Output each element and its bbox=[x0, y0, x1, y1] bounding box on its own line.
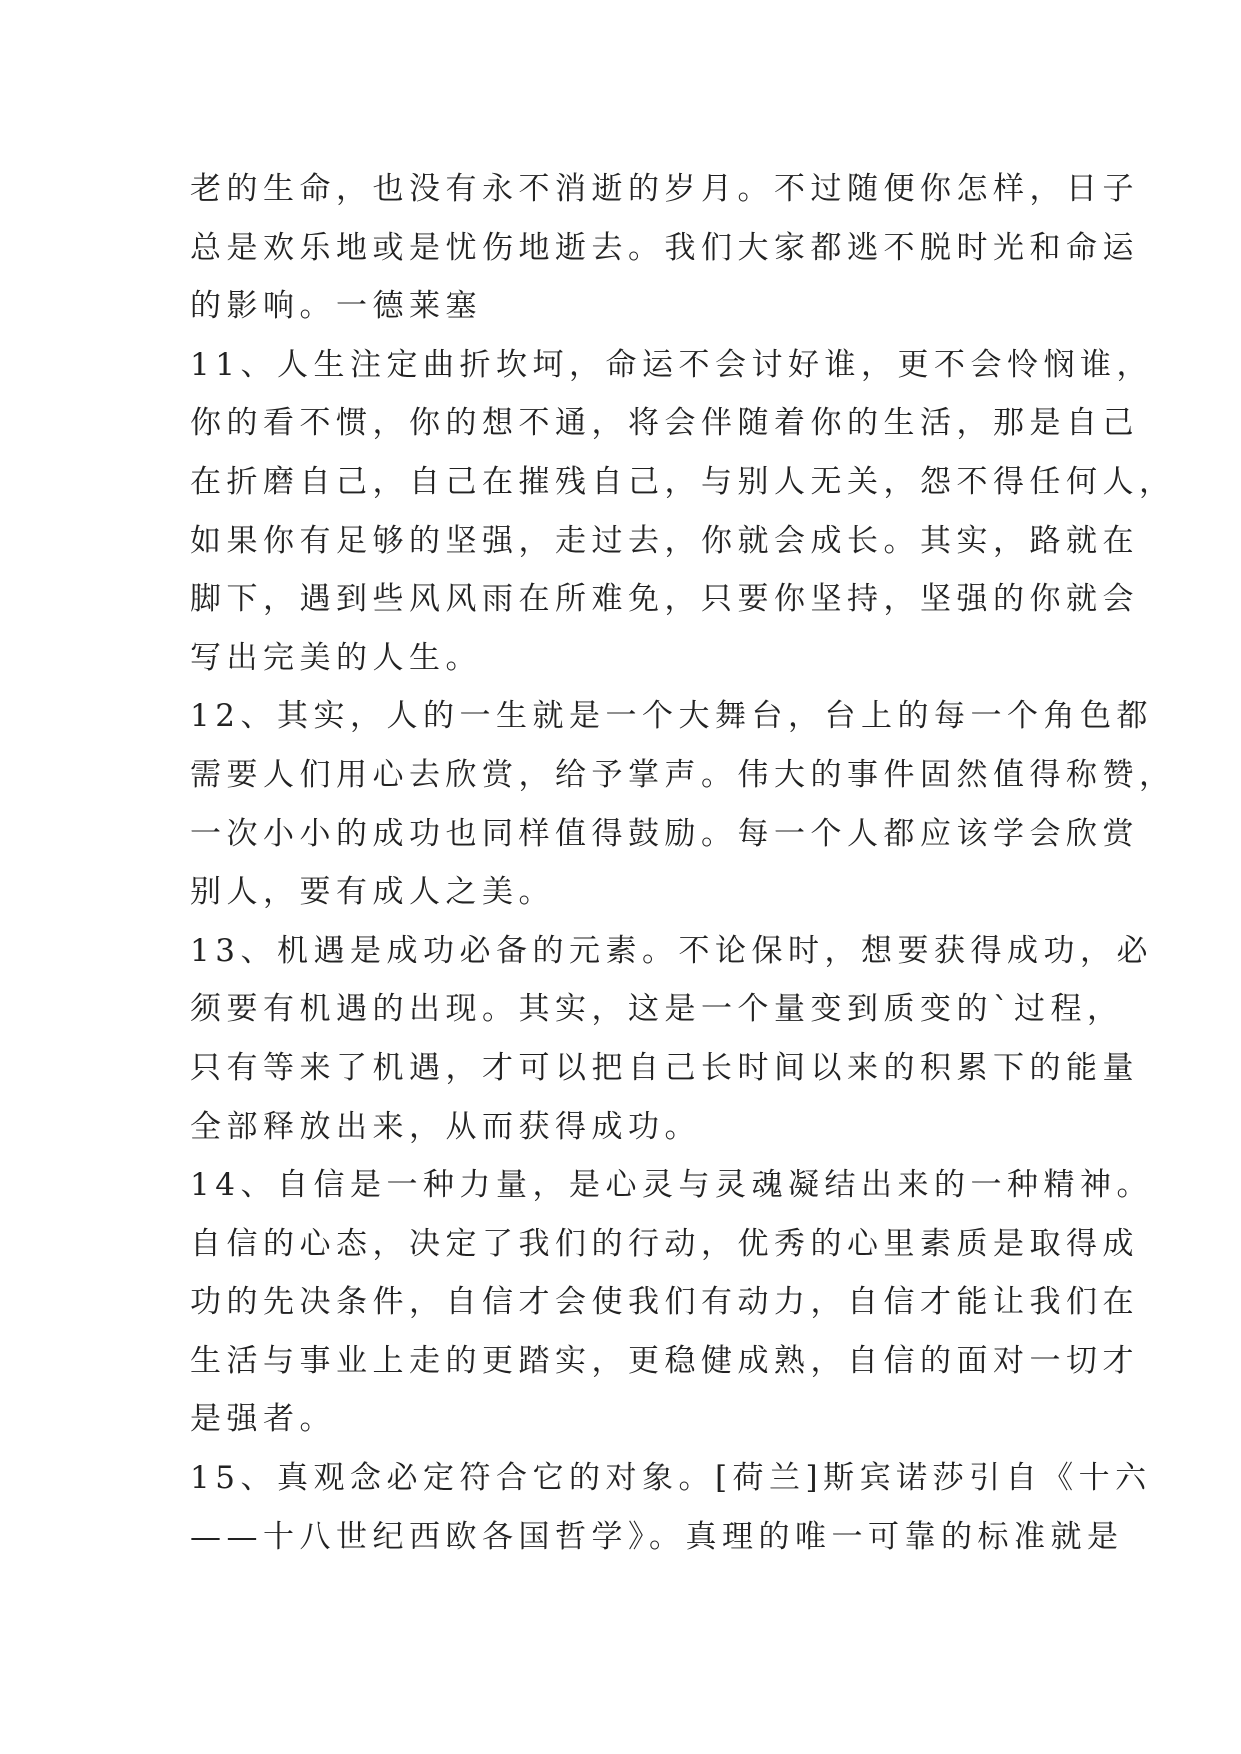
text-line: 是强者。 bbox=[190, 1401, 336, 1438]
text-line: 13、机遇是成功必备的元素。不论保时，想要获得成功，必 bbox=[190, 932, 1153, 969]
text-line: 12、其实，人的一生就是一个大舞台，台上的每一个角色都 bbox=[190, 698, 1153, 735]
text-line: 15、真观念必定符合它的对象。[荷兰]斯宾诺莎引自《十六 bbox=[190, 1460, 1152, 1497]
text-line: 生活与事业上走的更踏实，更稳健成熟，自信的面对一切才 bbox=[190, 1342, 1139, 1379]
text-line: 你的看不惯，你的想不通，将会伴随着你的生活，那是自己 bbox=[190, 405, 1139, 442]
text-line: 11、人生注定曲折坎坷，命运不会讨好谁，更不会怜悯谁， bbox=[190, 346, 1153, 383]
text-line: 一次小小的成功也同样值得鼓励。每一个人都应该学会欣赏 bbox=[190, 815, 1139, 852]
text-line: 别人，要有成人之美。 bbox=[190, 874, 555, 911]
text-line: ——十八世纪西欧各国哲学》。真理的唯一可靠的标准就是 bbox=[190, 1518, 1124, 1555]
text-line: 14、自信是一种力量，是心灵与灵魂凝结出来的一种精神。 bbox=[190, 1167, 1153, 1204]
text-line: 写出完美的人生。 bbox=[190, 639, 482, 676]
text-line: 如果你有足够的坚强，走过去，你就会成长。其实，路就在 bbox=[190, 522, 1139, 559]
text-line: 须要有机遇的出现。其实，这是一个量变到质变的`过程， bbox=[190, 991, 1124, 1028]
text-line: 全部释放出来，从而获得成功。 bbox=[190, 1108, 701, 1145]
text-line: 只有等来了机遇，才可以把自己长时间以来的积累下的能量 bbox=[190, 1049, 1139, 1086]
text-line: 在折磨自己，自己在摧残自己，与别人无关，怨不得任何人， bbox=[190, 463, 1176, 500]
text-line: 脚下，遇到些风风雨在所难免，只要你坚持，坚强的你就会 bbox=[190, 581, 1139, 618]
text-line: 的影响。一德莱塞 bbox=[190, 288, 482, 325]
text-line: 自信的心态，决定了我们的行动，优秀的心里素质是取得成 bbox=[190, 1225, 1139, 1262]
text-line: 需要人们用心去欣赏，给予掌声。伟大的事件固然值得称赞， bbox=[190, 756, 1176, 793]
text-line: 功的先决条件，自信才会使我们有动力，自信才能让我们在 bbox=[190, 1284, 1139, 1321]
body-text bbox=[190, 160, 1176, 1566]
text-line: 老的生命，也没有永不消逝的岁月。不过随便你怎样，日子 bbox=[190, 171, 1139, 207]
text-line: 总是欢乐地或是忧伤地逝去。我们大家都逃不脱时光和命运 bbox=[190, 229, 1139, 266]
